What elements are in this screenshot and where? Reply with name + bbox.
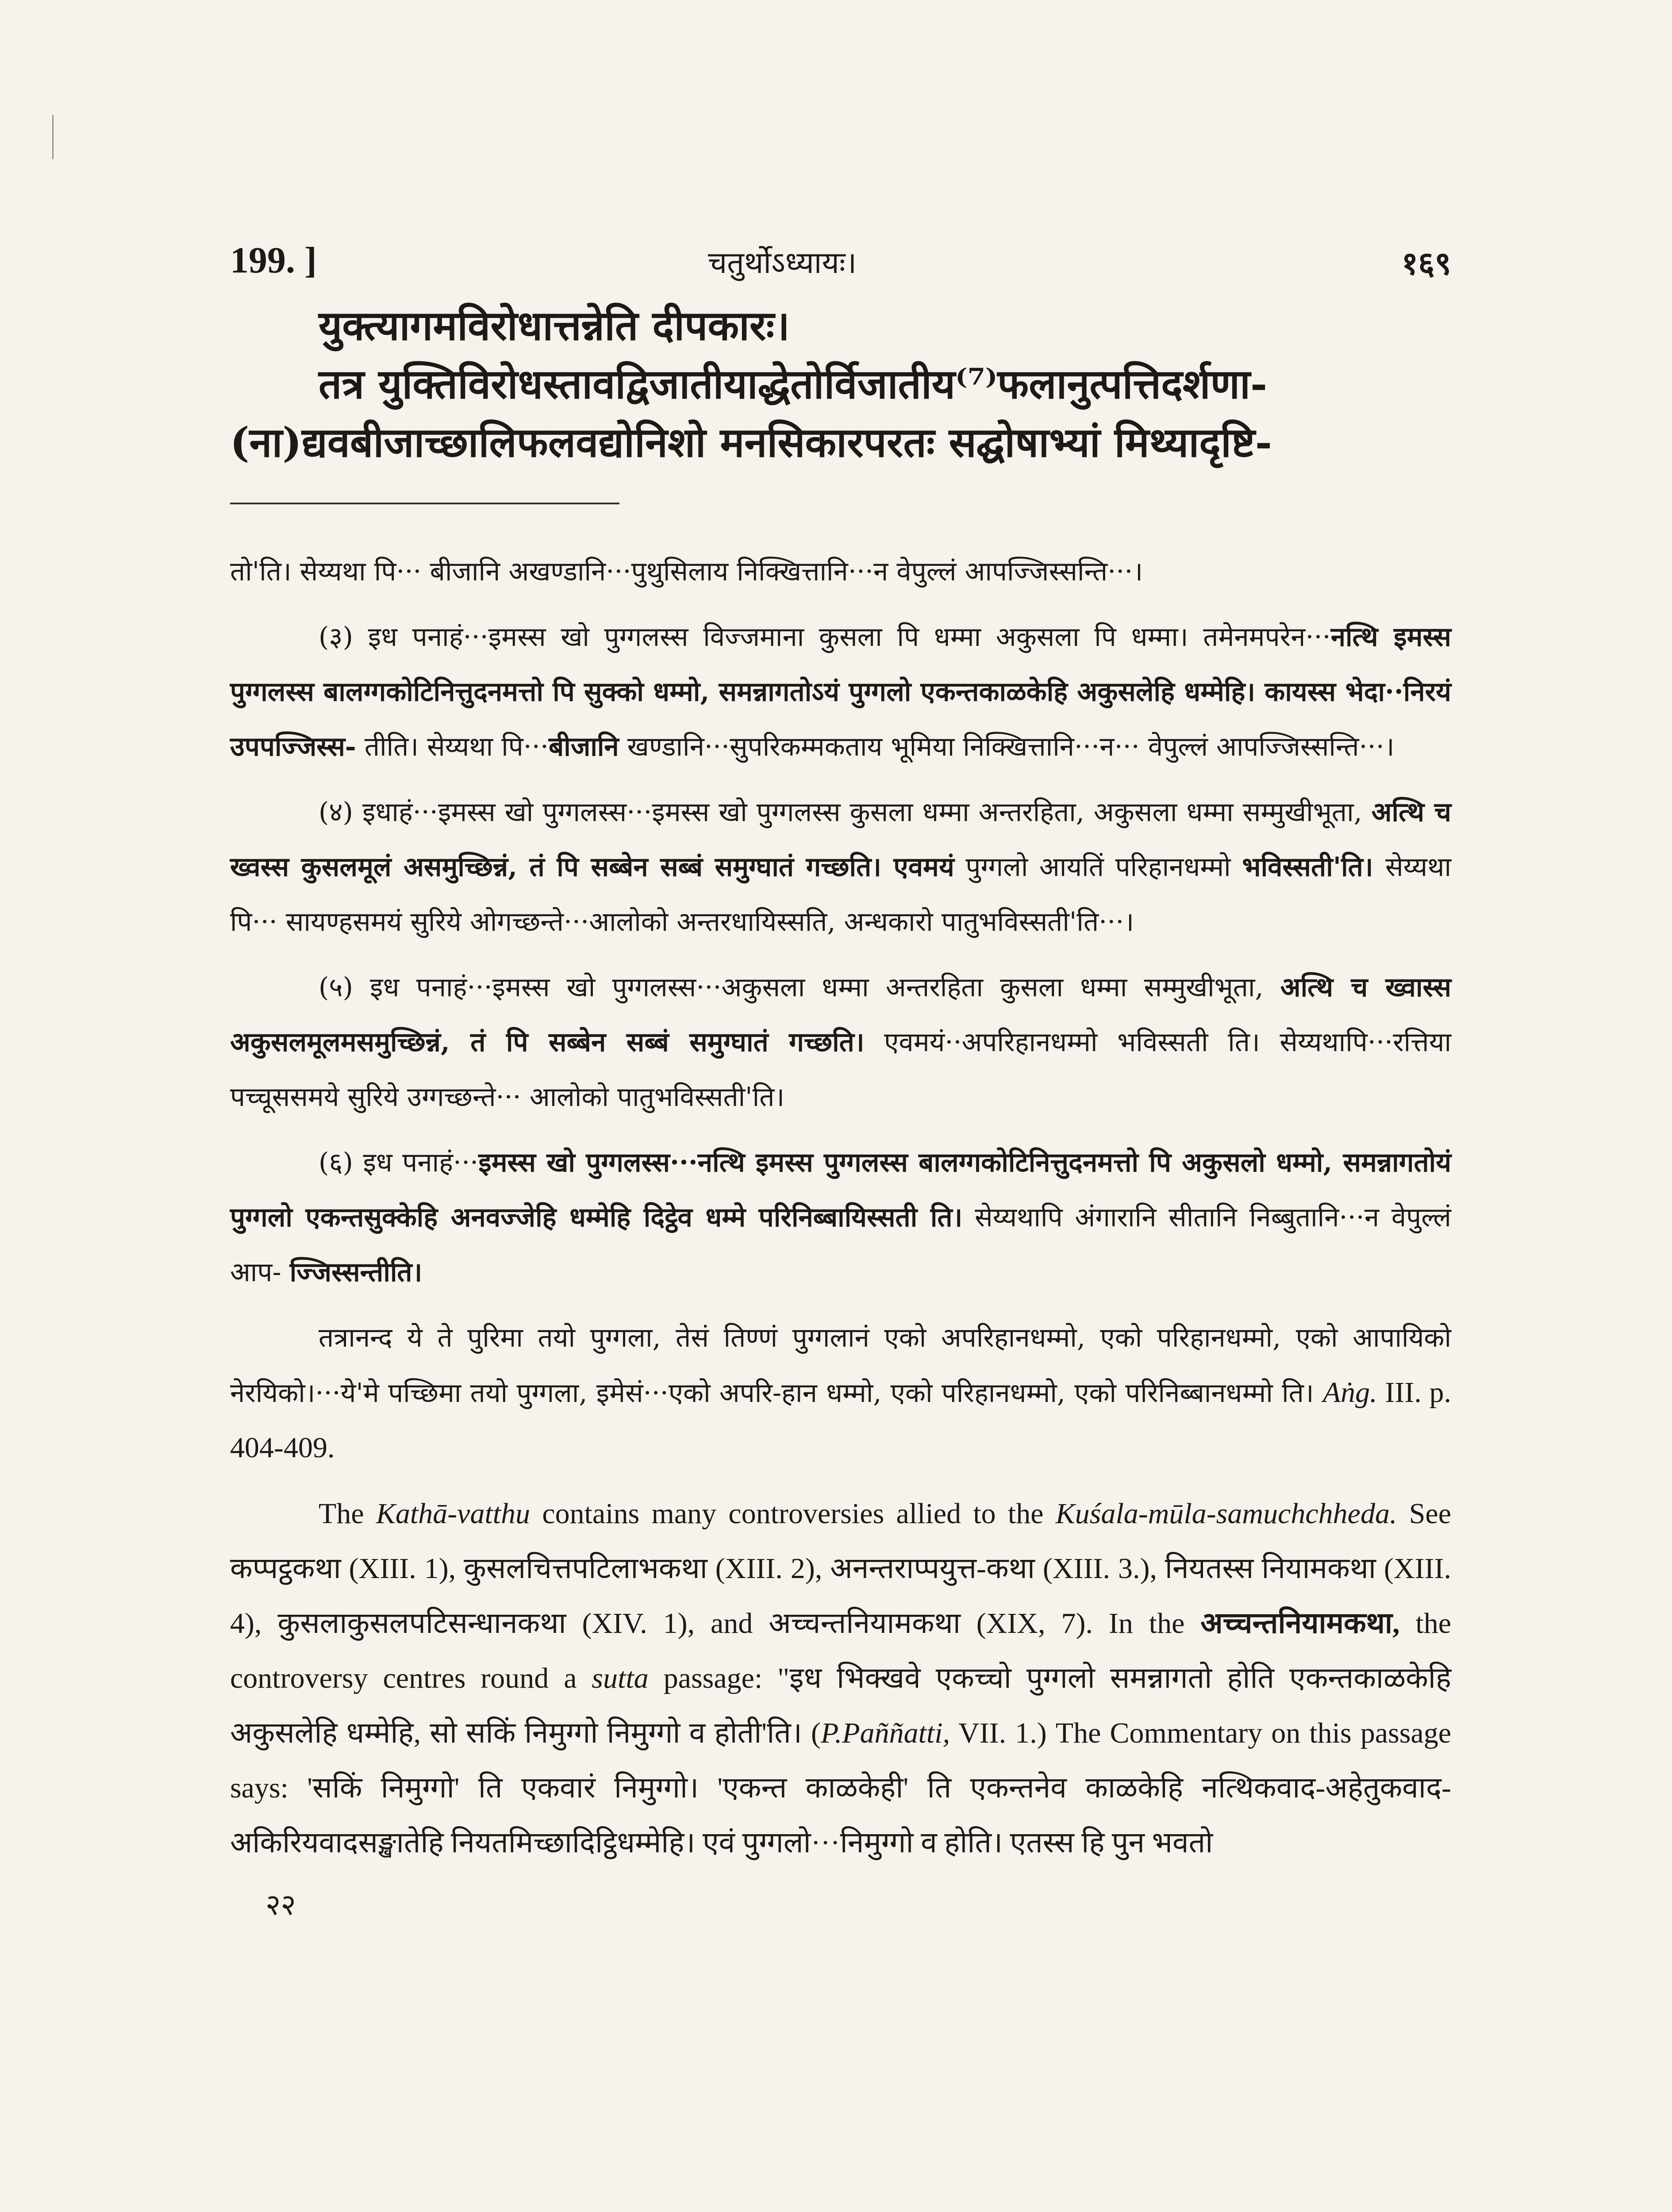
paragraph-1 <box>230 544 1451 599</box>
paragraph-2 <box>230 610 1451 774</box>
paragraph-2-bold: नत्थि इमस्स पुग्गलस्स बालग्गकोटिनित्तुदनमत्तो पि सुक्को धम्मो, समन्नागतोऽयं पुग्गलो एकन्तकाळकेहि अकुसलेहि धम्मेहि। कायस्स भेदा··निरयं उपपज्जिस्स- <box>230 622 1451 762</box>
en-text-5: See कप्पट्ठकथा (XIII. 1), कुसलचित्तपटिलाभकथा (XIII. 2), अनन्तराप्पयुत्त-कथा (XIII. 3.), नियतस्स नियामकथा (XIII. 4), कुसलाकुसलपटिसन्धानकथा (XIV. 1), and अच्चन्तनियामकथा (XIX, 7). In the <box>230 1498 1452 1640</box>
paragraph-2-text-e: खण्डानि···सुपरिकम्मकताय भूमिया निक्खित्तानि···न··· वेपुल्लं आपज्जिस्सन्ति···। <box>619 731 1395 762</box>
anguttara-reference: III. p. 404-409. <box>230 1376 1452 1464</box>
paragraph-5-bold: इमस्स खो पुग्गलस्स···नत्थि इमस्स पुग्गलस्स बालग्गकोटिनित्तुदनमत्तो पि अकुसलो धम्मो, समन्नागतोयं पुग्गलो एकन्तसुक्केहि अनवज्जेहि धम्मेहि दिट्ठेव धम्मे परिनिब्बायिस्सती ति। <box>230 1147 1451 1233</box>
signature-mark: २२ <box>265 1888 296 1922</box>
en-kusala-mula: Kuśala-mūla-samuchchheda. <box>1055 1498 1397 1530</box>
en-kathavatthu: Kathā-vatthu <box>376 1498 530 1530</box>
paragraph-5-bold-2: ज्जिस्सन्तीति। <box>289 1257 423 1288</box>
en-text-3: contains many controversies allied to the <box>530 1498 1056 1530</box>
paragraph-5-text-c: सेय्यथापि अंगारानि सीतानि निब्बुतानि···न वेपुल्लं आप- <box>230 1202 1451 1288</box>
en-text-9: passage: "इध भिक्खवे एकच्चो पुग्गलो समन्नागतो होति एकन्तकाळकेहि अकुसलेहि धम्मेहि, सो सकिं निमुग्गो निमुग्गो व होती'ति। ( <box>230 1662 1451 1749</box>
paragraph-1-text: तो'ति। सेय्यथा पि··· बीजानि अखण्डानि···पुथुसिलाय निक्खित्तानि···न वेपुल्लं आपज्जिस्सन्ति···। <box>230 556 1143 587</box>
paragraph-3-bold-2: भविस्सती'ति। <box>1242 852 1386 883</box>
footnote-rule <box>230 503 619 504</box>
paragraph-3-bold: अत्थि च ख्वस्स कुसलमूलं असमुच्छिन्नं, तं पि सब्बेन सब्बं समुग्घातं गच्छति। एवमयं <box>230 797 1451 883</box>
paragraph-4-text-a: (५) इध पनाहं···इमस्स खो पुग्गलस्स···अकुसला धम्मा अन्तरहिता कुसला धम्मा सम्मुखीभूता, <box>319 972 1280 1003</box>
en-accanta-niyama: अच्चन्तनियामकथा, <box>1200 1607 1400 1640</box>
paragraph-2-text-a: (३) इध पनाहं···इमस्स खो पुग्गलस्स विज्जमाना कुसला पि धम्मा अकुसला पि धम्मा। तमेनमपरेन··· <box>319 622 1331 653</box>
paragraph-3-text-c: पुग्गलो आयतिं परिहानधम्मो <box>954 852 1242 883</box>
paragraph-2-bold-2: बीजानि <box>549 731 619 762</box>
paragraph-5 <box>230 1135 1451 1300</box>
page-number-devanagari: १६९ <box>1401 244 1451 282</box>
en-pannatti: P.Paññatti, <box>821 1717 950 1749</box>
paragraph-2-text-c: तीति। सेय्यथा पि··· <box>364 731 549 762</box>
english-commentary <box>230 1486 1451 1870</box>
paragraph-6-text: तत्रानन्द ये ते पुरिमा तयो पुग्गला, तेसं तिण्णं पुग्गलानं एको अपरिहानधम्मो, एको परिहानधम्मो, एको आपायिको नेरयिको।···ये'मे पच्छिमा तयो पुग्गला, इमेसं···एको अपरि-हान धम्मो, एको परिहानधम्मो, एको परिनिब्बानधम्मो ति। <box>230 1322 1451 1409</box>
paragraph-4-text-c: एवमयं··अपरिहानधम्मो भविस्सती ति। सेय्यथापि···रत्तिया पच्चूससमये सुरिये उग्गच्छन्ते··· आलोको पातुभविस्सती'ति। <box>230 1027 1451 1113</box>
paragraph-3 <box>230 785 1451 949</box>
en-text-1: The <box>319 1498 376 1530</box>
commentary-line-1: युक्त्यागमविरोधात्तन्नेति दीपकारः। <box>319 302 790 349</box>
en-text-7: the controversy centres round a <box>230 1607 1451 1694</box>
paragraph-5-text-a: (६) इध पनाहं··· <box>319 1147 479 1178</box>
commentary-line-2: तत्र युक्तिविरोधस्तावद्विजातीयाद्धेतोर्विजातीय⁽⁷⁾फलानुत्पत्तिदर्शणा- <box>319 360 1268 408</box>
commentary-line-3: (ना)द्यवबीजाच्छालिफलवद्योनिशो मनसिकारपरतः सद्घोषाभ्यां मिथ्यादृष्टि- <box>230 419 1272 466</box>
paragraph-4 <box>230 960 1451 1125</box>
book-page <box>230 230 1451 1924</box>
paragraph-6 <box>230 1310 1451 1476</box>
chapter-title: चतुर्थोऽध्यायः। <box>708 246 857 280</box>
paragraph-4-bold: अत्थि च ख्वास्स अकुसलमूलमसमुच्छिन्नं, तं पि सब्बेन सब्बं समुग्घातं गच्छति। <box>230 972 1452 1058</box>
paragraph-3-text-e: सेय्यथा पि··· सायण्हसमयं सुरिये ओगच्छन्ते···आलोको अन्तरधायिस्सति, अन्धकारो पातुभविस्सती'ति···। <box>230 852 1451 937</box>
anguttara-reference-abbrev: Aṅg. <box>1322 1376 1377 1409</box>
running-header <box>230 230 1451 296</box>
scan-artifact-line <box>52 115 54 159</box>
page-number-section: 199. ] <box>230 240 317 281</box>
paragraph-3-text-a: (४) इधाहं···इमस्स खो पुग्गलस्स···इमस्स खो पुग्गलस्स कुसला धम्मा अन्तरहिता, अकुसला धम्मा सम्मुखीभूता, <box>319 797 1372 828</box>
en-text-11: VII. 1.) The Commentary on this passage says: 'सकिं निमुग्गो' ति एकवारं निमुग्गो। 'एकन्त काळकेही' ति एकन्तनेव काळकेहि नत्थिकवाद-अहेतुकवाद-अकिरियवादसङ्खातेहि नियतमिच्छादिट्ठिधम्मेहि। एवं पुग्गलो···निमुग्गो व होति। एतस्स हि पुन भवतो <box>230 1717 1451 1859</box>
en-sutta: sutta <box>592 1662 649 1694</box>
